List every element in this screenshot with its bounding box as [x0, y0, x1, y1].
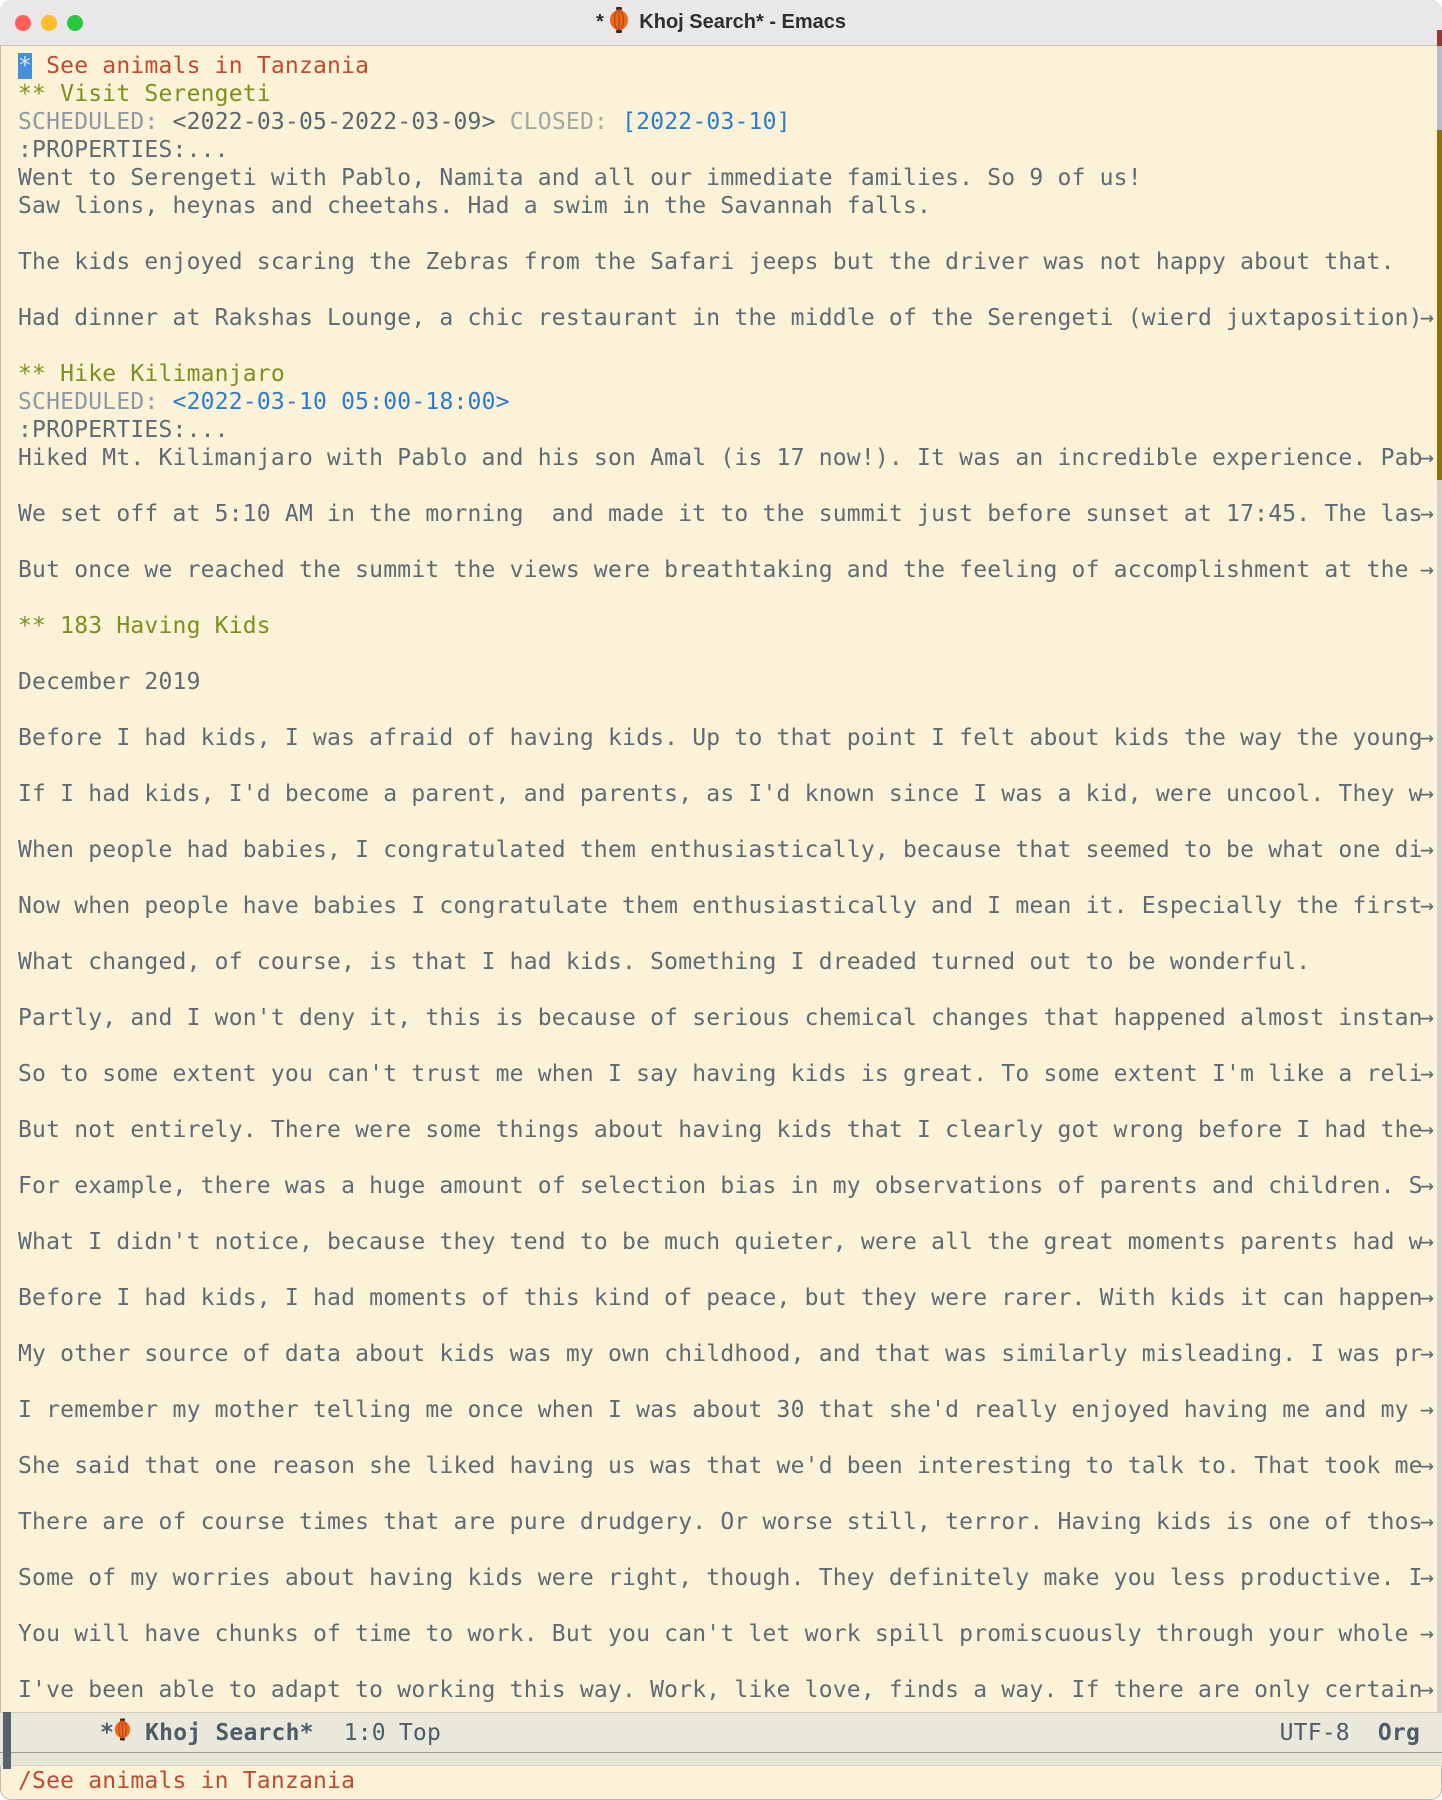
zoom-button[interactable]	[67, 15, 83, 31]
text-line[interactable]: When people had babies, I congratulated them enthusiastically, because that seemed to be what one di →	[18, 837, 1434, 863]
close-button[interactable]	[15, 15, 31, 31]
text-line[interactable]: If I had kids, I'd become a parent, and parents, as I'd known since I was a kid, were uncool. They w →	[18, 781, 1434, 807]
blank-line[interactable]	[18, 920, 1442, 948]
minimize-button[interactable]	[41, 15, 57, 31]
blank-line[interactable]	[18, 1368, 1442, 1396]
text-line[interactable]: What I didn't notice, because they tend to be much quieter, were all the great moments parents had w →	[18, 1229, 1434, 1255]
text-line[interactable]: Partly, and I won't deny it, this is because of serious chemical changes that happened almost instan →	[18, 1005, 1434, 1031]
truncation-arrow-icon: →	[1420, 781, 1434, 807]
truncation-arrow-icon: →	[1420, 1453, 1434, 1479]
truncation-arrow-icon: →	[1420, 837, 1434, 863]
org-properties-drawer[interactable]: :PROPERTIES:...	[18, 137, 229, 163]
text-line[interactable]: We set off at 5:10 AM in the morning and made it to the summit just before sunset at 17:45. The las →	[18, 501, 1434, 527]
text-segment: [2022-03-10]	[622, 109, 791, 135]
text-line[interactable]: There are of course times that are pure drudgery. Or worse still, terror. Having kids is one of thos →	[18, 1509, 1434, 1535]
truncation-arrow-icon: →	[1420, 501, 1434, 527]
window-title	[596, 7, 846, 39]
text-line[interactable]: Before I had kids, I had moments of this kind of peace, but they were rarer. With kids it can happen →	[18, 1285, 1434, 1311]
text-line[interactable]: What changed, of course, is that I had kids. Something I dreaded turned out to be wonderful.	[18, 949, 1311, 975]
traffic-lights	[15, 15, 83, 31]
truncation-arrow-icon: →	[1420, 1677, 1434, 1703]
text-line[interactable]: Had dinner at Rakshas Lounge, a chic restaurant in the middle of the Serengeti (wierd juxtaposition) →	[18, 305, 1434, 331]
blank-line[interactable]	[18, 808, 1442, 836]
truncation-arrow-icon: →	[1420, 1061, 1434, 1087]
blank-line[interactable]	[18, 584, 1442, 612]
truncation-arrow-icon: →	[1420, 1621, 1434, 1647]
text-line[interactable]: Some of my worries about having kids were right, though. They definitely make you less productive. I →	[18, 1565, 1434, 1591]
text-line[interactable]: The kids enjoyed scaring the Zebras from the Safari jeeps but the driver was not happy about that.	[18, 249, 1395, 275]
modeline-lower-track	[0, 1753, 1442, 1766]
left-scrollbar[interactable]	[3, 1712, 11, 1769]
blank-line[interactable]	[18, 864, 1442, 892]
blank-line[interactable]	[18, 472, 1442, 500]
text-line[interactable]: But not entirely. There were some things about having kids that I clearly got wrong before I had the →	[18, 1117, 1434, 1143]
org-heading-level-1[interactable]	[18, 52, 1442, 80]
blank-line[interactable]	[18, 976, 1442, 1004]
scrollbar-thumb[interactable]	[1437, 130, 1442, 480]
org-planning-line[interactable]	[18, 108, 1442, 136]
truncation-arrow-icon: →	[1420, 1117, 1434, 1143]
truncation-arrow-icon: →	[1420, 1005, 1434, 1031]
text-segment: <2022-03-10 05:00-18:00>	[172, 389, 510, 415]
text-line[interactable]: For example, there was a huge amount of selection bias in my observations of parents and children. S →	[18, 1173, 1434, 1199]
text-segment: <2022-03-05-2022-03-09>	[172, 109, 496, 135]
blank-line[interactable]	[18, 696, 1442, 724]
title-bar[interactable]	[0, 0, 1442, 46]
text-line[interactable]: But once we reached the summit the views were breathtaking and the feeling of accomplishment at the →	[18, 557, 1434, 583]
truncation-arrow-icon: →	[1420, 445, 1434, 471]
text-segment	[158, 389, 172, 415]
modeline-buffer-name[interactable]	[100, 1718, 314, 1747]
truncation-arrow-icon: →	[1420, 1341, 1434, 1367]
red-lantern-icon	[609, 7, 629, 39]
modeline-cursor-position: 1:0	[343, 1719, 386, 1746]
text-line[interactable]: She said that one reason she liked having us was that we'd been interesting to talk to. That took me →	[18, 1453, 1434, 1479]
blank-line[interactable]	[18, 1088, 1442, 1116]
blank-line[interactable]	[18, 1200, 1442, 1228]
blank-line[interactable]	[18, 528, 1442, 556]
modeline-encoding[interactable]: UTF-8	[1279, 1719, 1350, 1746]
text-segment: See animals in Tanzania	[32, 53, 370, 79]
text-line[interactable]: Now when people have babies I congratulate them enthusiastically and I mean it. Especially the first →	[18, 893, 1434, 919]
blank-line[interactable]	[18, 1648, 1442, 1676]
org-heading-level-2[interactable]: ** Visit Serengeti	[18, 81, 271, 107]
text-line[interactable]: Hiked Mt. Kilimanjaro with Pablo and his son Amal (is 17 now!). It was an incredible experience. Pab →	[18, 445, 1434, 471]
text-line[interactable]: My other source of data about kids was my own childhood, and that was similarly misleading. I was pr →	[18, 1341, 1434, 1367]
text-line[interactable]: I've been able to adapt to working this way. Work, like love, finds a way. If there are only certain →	[18, 1677, 1434, 1703]
scrollbar-track	[1437, 480, 1442, 1712]
org-heading-level-2[interactable]: ** Hike Kilimanjaro	[18, 361, 285, 387]
text-segment: SCHEDULED:	[18, 109, 159, 135]
text-line[interactable]: Went to Serengeti with Pablo, Namita and all our immediate families. So 9 of us!	[18, 165, 1142, 191]
blank-line[interactable]	[18, 1312, 1442, 1340]
text-line[interactable]: So to some extent you can't trust me when I say having kids is great. To some extent I'm like a reli →	[18, 1061, 1434, 1087]
blank-line[interactable]	[18, 332, 1442, 360]
blank-line[interactable]	[18, 1424, 1442, 1452]
truncation-arrow-icon: →	[1420, 725, 1434, 751]
text-segment: CLOSED:	[509, 109, 609, 135]
modeline-prefix: *	[100, 1719, 115, 1746]
minibuffer-input[interactable]: /See animals in Tanzania	[18, 1768, 356, 1794]
truncation-arrow-icon: →	[1420, 557, 1434, 583]
org-properties-drawer[interactable]: :PROPERTIES:...	[18, 417, 229, 443]
red-lantern-icon	[114, 1718, 131, 1747]
scrollbar-segment-blue	[1437, 46, 1442, 130]
modeline-major-mode[interactable]: Org	[1377, 1719, 1420, 1746]
text-cursor: *	[18, 53, 33, 79]
text-line[interactable]: Saw lions, heynas and cheetahs. Had a swim in the Savannah falls.	[18, 193, 932, 219]
text-line[interactable]: You will have chunks of time to work. But you can't let work spill promiscuously through your whole →	[18, 1621, 1434, 1647]
text-segment	[496, 109, 510, 135]
truncation-arrow-icon: →	[1420, 1173, 1434, 1199]
blank-line[interactable]	[18, 1032, 1442, 1060]
modeline-scroll-position: Top	[398, 1719, 441, 1746]
blank-line[interactable]	[18, 640, 1442, 668]
text-line[interactable]: December 2019	[18, 669, 201, 695]
blank-line[interactable]	[18, 752, 1442, 780]
blank-line[interactable]	[18, 276, 1442, 304]
org-planning-line[interactable]	[18, 388, 1442, 416]
title-prefix: *	[595, 11, 604, 33]
text-segment: SCHEDULED:	[18, 389, 159, 415]
blank-line[interactable]	[18, 220, 1442, 248]
modeline-buffer-label: Khoj Search*	[131, 1719, 314, 1746]
blank-line[interactable]	[18, 1592, 1442, 1620]
truncation-arrow-icon: →	[1420, 1229, 1434, 1255]
blank-line[interactable]	[18, 1256, 1442, 1284]
text-line[interactable]: I remember my mother telling me once when I was about 30 that she'd really enjoyed having me and my →	[18, 1397, 1434, 1423]
scrollbar-segment-red	[1437, 30, 1442, 46]
truncation-arrow-icon: →	[1420, 1397, 1434, 1423]
org-heading-level-2[interactable]: ** 183 Having Kids	[18, 613, 271, 639]
blank-line[interactable]	[18, 1144, 1442, 1172]
blank-line[interactable]	[18, 1536, 1442, 1564]
truncation-arrow-icon: →	[1420, 1565, 1434, 1591]
text-segment	[158, 109, 172, 135]
buffer-text[interactable]	[0, 46, 1442, 1704]
text-line[interactable]: Before I had kids, I was afraid of having kids. Up to that point I felt about kids the way the young →	[18, 725, 1434, 751]
text-segment	[608, 109, 622, 135]
truncation-arrow-icon: →	[1420, 1285, 1434, 1311]
truncation-arrow-icon: →	[1420, 305, 1434, 331]
title-text: Khoj Search* - Emacs	[633, 11, 847, 33]
right-scrollbar[interactable]	[1437, 0, 1442, 1712]
blank-line[interactable]	[18, 1480, 1442, 1508]
truncation-arrow-icon: →	[1420, 1509, 1434, 1535]
mode-line	[0, 1712, 1442, 1753]
truncation-arrow-icon: →	[1420, 893, 1434, 919]
